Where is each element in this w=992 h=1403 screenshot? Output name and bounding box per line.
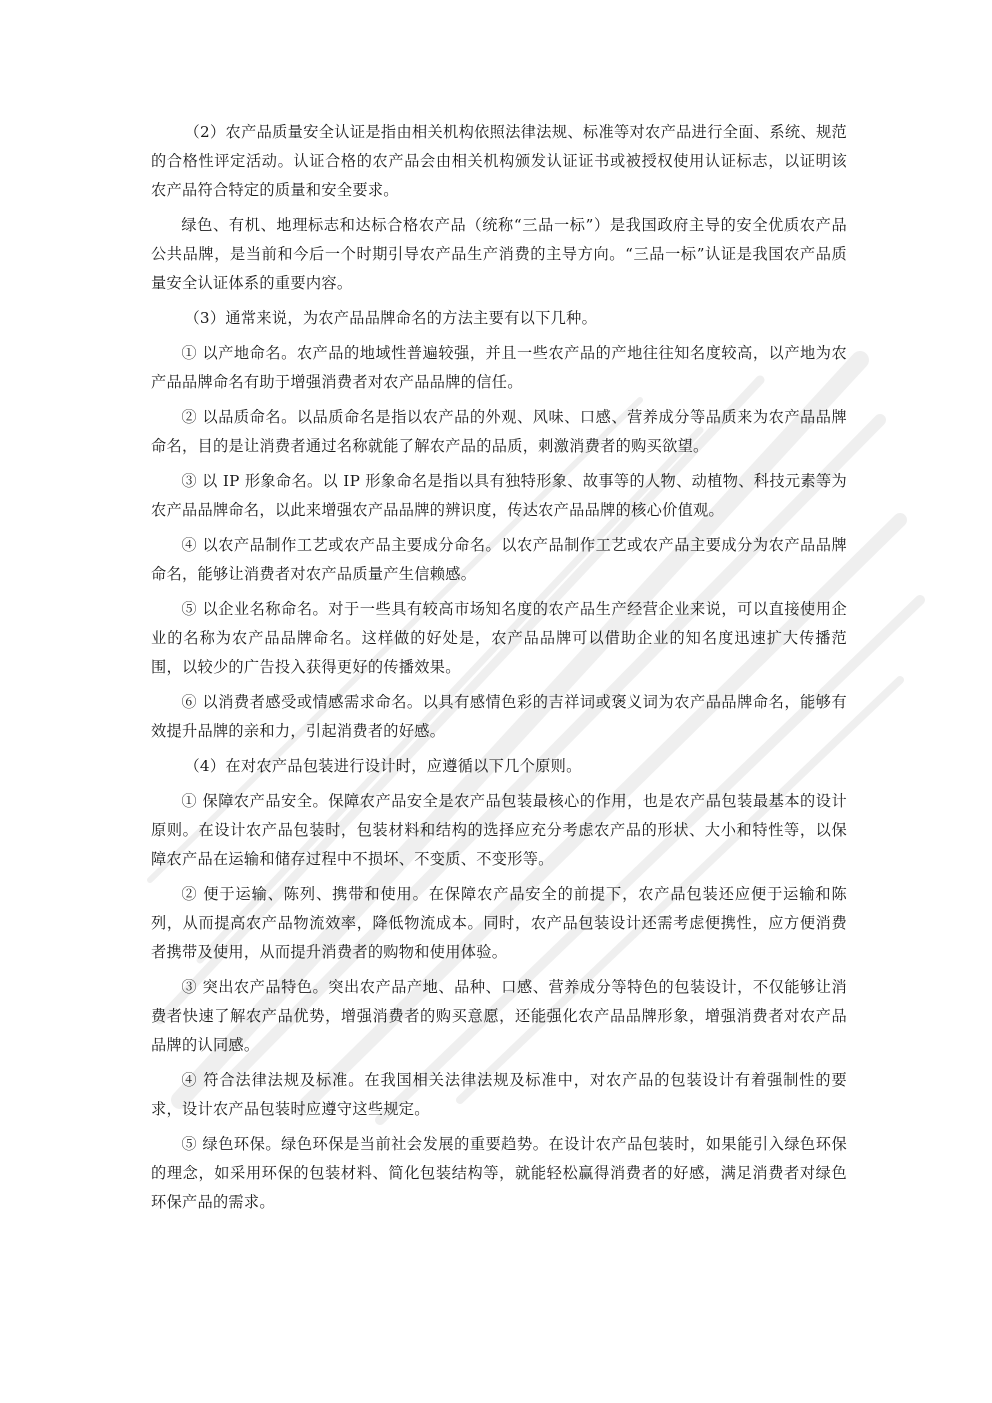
paragraph-naming-5: ⑤ 以企业名称命名。对于一些具有较高市场知名度的农产品生产经营企业来说，可以直接使用企业的名称为农产品品牌命名。这样做的好处是，农产品品牌可以借助企业的知名度迅速扩大传播范围，以较少的广告投入获得更好的传播效果。 [151, 600, 847, 676]
paragraph-naming-3: ③ 以 IP 形象命名。以 IP 形象命名是指以具有独特形象、故事等的人物、动植物、科技元素等为农产品品牌命名，以此来增强农产品品牌的辨识度，传达农产品品牌的核心价值观。 [151, 472, 847, 519]
paragraph-naming-4: ④ 以农产品制作工艺或农产品主要成分命名。以农产品制作工艺或农产品主要成分为农产品品牌命名，能够让消费者对农产品质量产生信赖感。 [151, 536, 847, 583]
paragraph-packaging-4: ④ 符合法律法规及标准。在我国相关法律法规及标准中，对农产品的包装设计有着强制性的要求，设计农产品包装时应遵守这些规定。 [151, 1071, 847, 1118]
paragraph-packaging-2: ② 便于运输、陈列、携带和使用。在保障农产品安全的前提下，农产品包装还应便于运输和陈列，从而提高农产品物流效率，降低物流成本。同时，农产品包装设计还需考虑便携性，应方便消费者携带及使用，从而提升消费者的购物和使用体验。 [151, 885, 847, 961]
paragraph-packaging-1: ① 保障农产品安全。保障农产品安全是农产品包装最核心的作用，也是农产品包装最基本的设计原则。在设计农产品包装时，包装材料和结构的选择应充分考虑农产品的形状、大小和特性等，以保障农产品在运输和储存过程中不损坏、不变质、不变形等。 [151, 792, 847, 868]
paragraph-packaging-3: ③ 突出农产品特色。突出农产品产地、品种、口感、营养成分等特色的包装设计，不仅能够让消费者快速了解农产品优势，增强消费者的购买意愿，还能强化农产品品牌形象，增强消费者对农产品品牌的认同感。 [151, 978, 847, 1054]
paragraph-packaging-5: ⑤ 绿色环保。绿色环保是当前社会发展的重要趋势。在设计农产品包装时，如果能引入绿色环保的理念，如采用环保的包装材料、简化包装结构等，就能轻松赢得消费者的好感，满足消费者对绿色环保产品的需求。 [151, 1135, 847, 1211]
paragraph-naming-6: ⑥ 以消费者感受或情感需求命名。以具有感情色彩的吉祥词或褒义词为农产品品牌命名，能够有效提升品牌的亲和力，引起消费者的好感。 [151, 693, 847, 740]
paragraph-certification: （2）农产品质量安全认证是指由相关机构依照法律法规、标准等对农产品进行全面、系统、规范的合格性评定活动。认证合格的农产品会由相关机构颁发认证证书或被授权使用认证标志，以证明该农产品符合特定的质量和安全要求。 [151, 123, 847, 199]
paragraph-naming-1: ① 以产地命名。农产品的地域性普遍较强，并且一些农产品的产地往往知名度较高，以产地为农产品品牌命名有助于增强消费者对农产品品牌的信任。 [151, 344, 847, 391]
paragraph-naming-2: ② 以品质命名。以品质命名是指以农产品的外观、风味、口感、营养成分等品质来为农产品品牌命名，目的是让消费者通过名称就能了解农产品的品质，刺激消费者的购买欲望。 [151, 408, 847, 455]
paragraph-packaging-intro: （4）在对农产品包装进行设计时，应遵循以下几个原则。 [184, 757, 582, 775]
document-body [151, 118, 847, 1223]
paragraph-three-products: 绿色、有机、地理标志和达标合格农产品（统称“三品一标”）是我国政府主导的安全优质农产品公共品牌，是当前和今后一个时期引导农产品生产消费的主导方向。“三品一标”认证是我国农产品质量安全认证体系的重要内容。 [151, 216, 847, 292]
paragraph-naming-intro: （3）通常来说，为农产品品牌命名的方法主要有以下几种。 [184, 309, 598, 327]
